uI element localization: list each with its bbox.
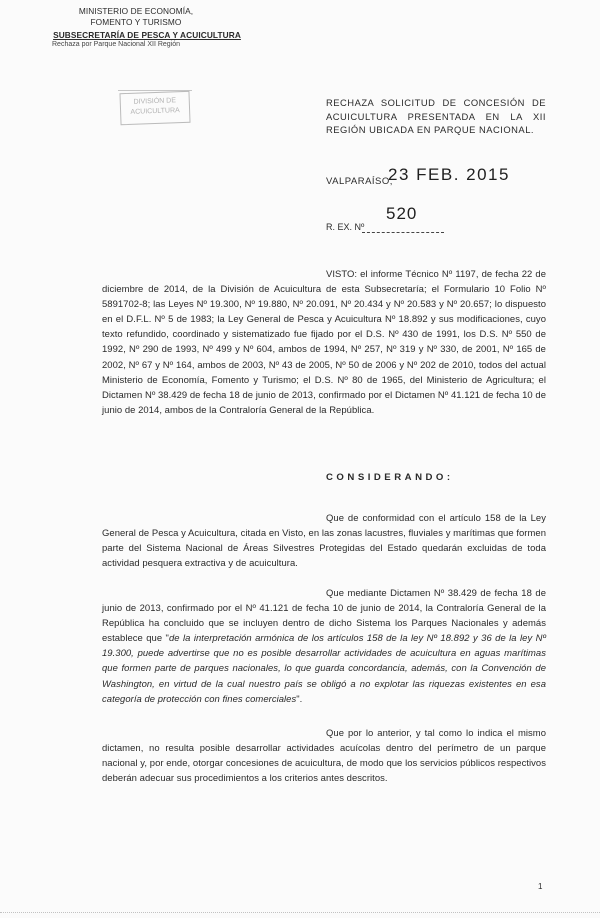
considerando-paragraph-1: Que de conformidad con el artículo 158 de la Ley General de Pesca y Acuicultura, citada en Visto, en las zonas lacustres, fluviales y marítimas que formen parte del Sistema Nacional de Áreas Silvestres Protegidas del Estado quedarán excluidas de toda actividad pesquera extractiva y de acuicultura. [102,513,546,570]
ministry-name [66,6,206,28]
resolution-number-line [362,232,444,233]
considerando-paragraph-2 [102,586,546,707]
considerando-paragraph-3: Que por lo anterior, y tal como lo indica el mismo dictamen, no resulta posible desarrollar actividades acuícolas dentro del perímetro de un parque nacional y, por ende, otorgar concesiones de acuicultura, de modo que los servicios públicos respectivos deberán adecuar sus procedimientos a los criterios antes descritos. [102,728,546,785]
ministry-line-2: FOMENTO Y TURISMO [90,17,182,27]
header-subtitle: Rechaza por Parque Nacional XII Región [52,41,181,48]
resolution-title: RECHAZA SOLICITUD DE CONCESIÓN DE ACUICULTURA PRESENTADA EN LA XII REGIÓN UBICADA EN PARQUE NACIONAL. [326,97,546,135]
paragraph-2-close: ". [296,693,303,705]
paragraph-2-intro: Que mediante Dictamen Nº 38.429 de fecha 18 de junio de 2013, confirmado por el Nº 41.121 de fecha 10 de junio de 2014, la Contraloría General de la República ha concluido que se incluyen dentro de dicho Sistema los Parques Nacionales y además establece que " [102,588,546,645]
resolution-number: 520 [386,204,418,223]
place-label: VALPARAÍSO, [326,176,393,187]
visto-paragraph: VISTO: el informe Técnico Nº 1197, de fecha 22 de diciembre de 2014, de la División de Acuicultura de esta Subsecretaría; el Formulario 10 Folio Nº 5891702-8; las Leyes Nº 19.300, Nº 19.880, Nº 20.091, Nº 20.434 y Nº 20.583 y Nº 20.657; lo dispuesto en el D.F.L. Nº 5 de 1983; la Ley General de Pesca y Acuicultura Nº 18.892 y sus modificaciones, cuyo texto refundido, coordinado y sistematizado fue fijado por el D.S. Nº 430 de 1991, los D.S. Nº 550 de 1992, Nº 290 de 1993, Nº 499 y Nº 604, ambos de 1994, Nº 257, Nº 319 y Nº 330, de 2001, Nº 165 de 2002, Nº 67 y Nº 164, ambos de 2003, Nº 43 de 2005, Nº 50 de 2006 y Nº 202 de 2010, todos del actual Ministerio de Economía, Fomento y Turismo; el D.S. Nº 80 de 1965, del Ministerio de Agricultura; el Dictamen Nº 38.429 de fecha 18 de junio de 2013, confirmado por el Dictamen Nº 41.121 de fecha 10 de junio de 2014, ambos de la Contraloría General de la República. [102,269,546,416]
ministry-line-1: MINISTERIO DE ECONOMÍA, [78,6,194,16]
page-edge-line [0,912,600,913]
stamp-line-2: ACUICULTURA [130,107,180,116]
subsecretaria-name: SUBSECRETARÍA DE PESCA Y ACUICULTURA [53,30,241,40]
stamp-line-1: DIVISIÓN DE [133,97,177,106]
considerando-heading: CONSIDERANDO: [326,472,454,483]
dictamen-quote: de la interpretación armónica de los artículos 158 de la ley Nº 18.892 y 36 de la ley Nº 19.300, puede advertirse que no es posible desarrollar actividades de acuicultura en aguas marítimas que formen parte de parques nacionales, lo que guarda concordancia, además, con la Convención de Washington, en virtud de la cual nuestro país se obligó a no explotar las riquezas existentes en esa categoría de protección con fines comerciales [102,633,546,705]
resolution-number-label: R. EX. Nº [326,222,365,232]
page-number: 1 [538,882,543,891]
division-stamp [119,91,190,125]
resolution-date: 23 FEB. 2015 [388,165,510,184]
